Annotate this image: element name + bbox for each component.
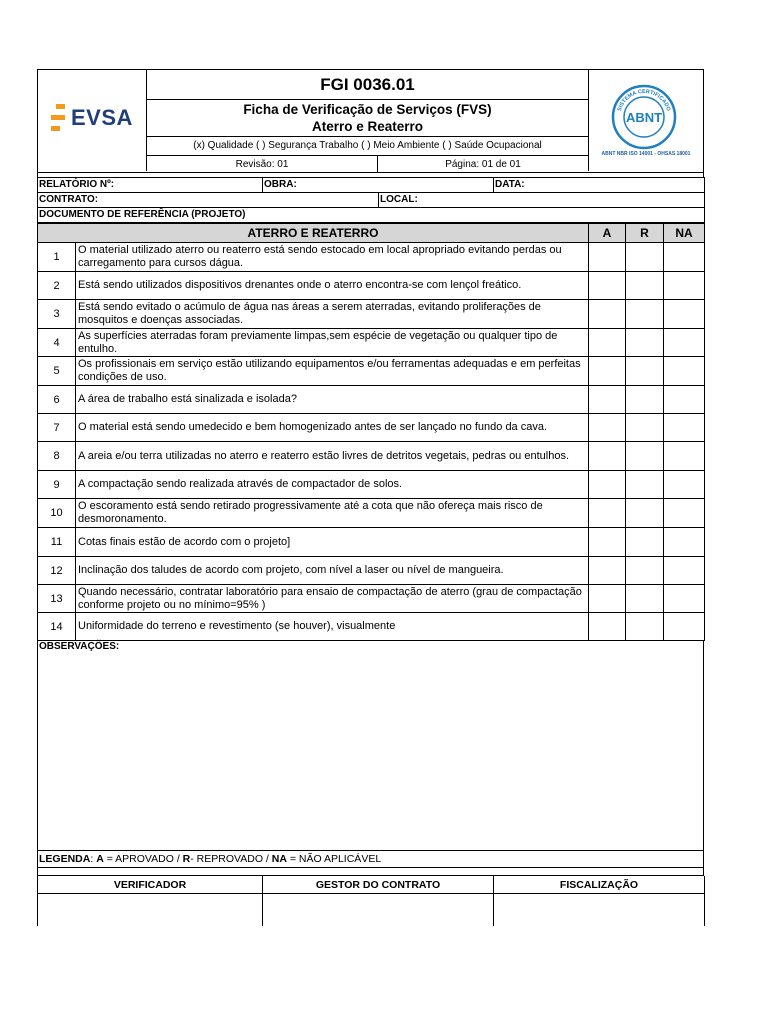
item-description: Cotas finais estão de acordo com o projeto] [76,528,589,557]
not-applicable-checkbox[interactable] [664,471,705,499]
not-applicable-checkbox[interactable] [664,414,705,442]
approved-checkbox[interactable] [589,272,626,300]
rejected-checkbox[interactable] [626,329,664,357]
legend-label: LEGENDA [39,853,91,865]
checklist-item [38,357,705,386]
approved-checkbox[interactable] [589,613,626,641]
approved-checkbox[interactable] [589,414,626,442]
item-number: 3 [38,300,76,329]
approved-checkbox[interactable] [589,557,626,585]
seal-caption: ABNT NBR ISO 14001 - OHSAS 18001 [601,151,691,157]
inspection-signature-box[interactable] [494,894,705,927]
rejected-checkbox[interactable] [626,613,664,641]
checklist-item [38,386,705,414]
info-table [37,177,705,223]
checklist-items [38,243,705,641]
checklist-item [38,329,705,357]
seal-ring-text: SISTEMA CERTIFICADO [616,88,672,112]
form-header [37,69,704,173]
rejected-checkbox[interactable] [626,414,664,442]
item-number: 13 [38,585,76,613]
legend: LEGENDA: A = APROVADO / R- REPROVADO / NA = NÃO APLICÁVEL [37,851,704,868]
construction-field[interactable]: OBRA: [263,178,494,193]
checklist-item [38,613,705,641]
not-applicable-checkbox[interactable] [664,442,705,471]
reference-document-field[interactable]: DOCUMENTO DE REFERÊNCIA (PROJETO) [38,208,705,223]
item-number: 6 [38,386,76,414]
rejected-checkbox[interactable] [626,585,664,613]
legend-na: NA [271,853,287,865]
approved-checkbox[interactable] [589,329,626,357]
item-description: Quando necessário, contratar laboratório para ensaio de compactação de aterro (grau de compactação conforme projeto ou no mínimo=95% ) [76,585,589,613]
company-logo [51,104,133,132]
rejected-checkbox[interactable] [626,300,664,329]
not-applicable-checkbox[interactable] [664,243,705,272]
revision-row [147,156,588,173]
header-center [147,70,588,171]
item-description: O escoramento está sendo retirado progressivamente até a cota que não ofereça mais risco de desmoronamento. [76,499,589,528]
not-applicable-checkbox[interactable] [664,613,705,641]
observations-label: OBSERVAÇÕES: [39,641,120,652]
revision-number: Revisão: 01 [147,156,378,173]
rejected-checkbox[interactable] [626,243,664,272]
form-title [147,100,588,137]
item-description: Os profissionais em serviço estão utilizando equipamentos e/ou ferramentas adequadas e em perfeitas condições de uso. [76,357,589,386]
contract-manager-signature-box[interactable] [263,894,494,927]
checklist-item [38,528,705,557]
checklist-item [38,414,705,442]
not-applicable-checkbox[interactable] [664,329,705,357]
item-description: Está sendo utilizados dispositivos drenantes onde o aterro encontra-se com lençol freático. [76,272,589,300]
item-description: O material está sendo umedecido e bem homogenizado antes de ser lançado no fundo da cava. [76,414,589,442]
legend-r: R [182,853,191,865]
rejected-checkbox[interactable] [626,386,664,414]
not-applicable-checkbox[interactable] [664,528,705,557]
approved-checkbox[interactable] [589,357,626,386]
item-number: 4 [38,329,76,357]
approved-checkbox[interactable] [589,386,626,414]
rejected-checkbox[interactable] [626,442,664,471]
checklist-item [38,499,705,528]
item-number: 1 [38,243,76,272]
approved-checkbox[interactable] [589,528,626,557]
not-applicable-checkbox[interactable] [664,272,705,300]
checklist-item [38,557,705,585]
item-number: 14 [38,613,76,641]
item-description: A compactação sendo realizada através de compactador de solos. [76,471,589,499]
location-field[interactable]: LOCAL: [379,193,705,208]
column-approved-header: A [589,224,626,243]
checklist-item [38,442,705,471]
item-description: Uniformidade do terreno e revestimento (se houver), visualmente [76,613,589,641]
rejected-checkbox[interactable] [626,557,664,585]
observations-area[interactable] [37,641,704,851]
rejected-checkbox[interactable] [626,357,664,386]
approved-checkbox[interactable] [589,585,626,613]
contract-field[interactable]: CONTRATO: [38,193,379,208]
logo-text: EVSA [71,105,133,130]
item-description: Está sendo evitado o acúmulo de água nas áreas a serem aterradas, evitando proliferações de mosquitos e doenças associadas. [76,300,589,329]
legend-r-text: - REPROVADO / [190,853,272,865]
not-applicable-checkbox[interactable] [664,585,705,613]
checklist-header [38,224,705,243]
report-number-field[interactable]: RELATÓRIO Nº: [38,178,263,193]
item-number: 11 [38,528,76,557]
approved-checkbox[interactable] [589,471,626,499]
not-applicable-checkbox[interactable] [664,357,705,386]
legend-a-text: = APROVADO / [103,853,183,865]
item-description: A área de trabalho está sinalizada e isolada? [76,386,589,414]
abnt-certification-seal-icon [611,84,677,150]
not-applicable-checkbox[interactable] [664,499,705,528]
inspection-label: FISCALIZAÇÃO [494,876,705,894]
verification-form [37,69,704,926]
approved-checkbox[interactable] [589,300,626,329]
item-number: 12 [38,557,76,585]
checklist-item [38,471,705,499]
column-not-applicable-header: NA [664,224,705,243]
not-applicable-checkbox[interactable] [664,557,705,585]
item-number: 10 [38,499,76,528]
item-description: As superfícies aterradas foram previamente limpas,sem espécie de vegetação ou qualquer tipo de entulho. [76,329,589,357]
approved-checkbox[interactable] [589,499,626,528]
checklist-item [38,243,705,272]
column-rejected-header: R [626,224,664,243]
checklist-item [38,585,705,613]
form-title-line2: Aterro e Reaterro [311,119,424,134]
certification-cell [588,70,703,171]
logo-mark-icon [51,104,65,132]
not-applicable-checkbox[interactable] [664,300,705,329]
legend-na-text: = NÃO APLICÁVEL [286,853,382,865]
checklist-table [37,223,705,641]
rejected-checkbox[interactable] [626,499,664,528]
form-title-line1: Ficha de Verificação de Serviços (FVS) [243,102,492,117]
item-description: A areia e/ou terra utilizadas no aterro e reaterro estão livres de detritos vegetais, pedras ou entulhos. [76,442,589,471]
rejected-checkbox[interactable] [626,272,664,300]
rejected-checkbox[interactable] [626,471,664,499]
item-number: 2 [38,272,76,300]
checklist-title: ATERRO E REATERRO [38,224,589,243]
form-code: FGI 0036.01 [147,70,588,100]
seal-text: ABNT [625,110,663,125]
page-number: Página: 01 de 01 [445,159,521,170]
item-number: 7 [38,414,76,442]
item-number: 5 [38,357,76,386]
date-field[interactable]: DATA: [494,178,705,193]
contract-manager-label: GESTOR DO CONTRATO [263,876,494,894]
verifier-signature-box[interactable] [38,894,263,927]
item-number: 9 [38,471,76,499]
item-number: 8 [38,442,76,471]
item-description: O material utilizado aterro ou reaterro está sendo estocado em local apropriado evitando perdas ou carregamento para cursos dágua. [76,243,589,272]
approved-checkbox[interactable] [589,243,626,272]
item-description: Inclinação dos taludes de acordo com projeto, com nível a laser ou nível de mangueira. [76,557,589,585]
legend-a: A [96,853,104,865]
rejected-checkbox[interactable] [626,528,664,557]
checklist-item [38,300,705,329]
approved-checkbox[interactable] [589,442,626,471]
logo-cell [38,70,147,171]
checklist-item [38,272,705,300]
verifier-label: VERIFICADOR [38,876,263,894]
signature-table [37,876,705,926]
not-applicable-checkbox[interactable] [664,386,705,414]
category-selection: (x) Qualidade ( ) Segurança Trabalho ( ) Meio Ambiente ( ) Saúde Ocupacional [147,137,588,156]
divider [37,868,704,876]
